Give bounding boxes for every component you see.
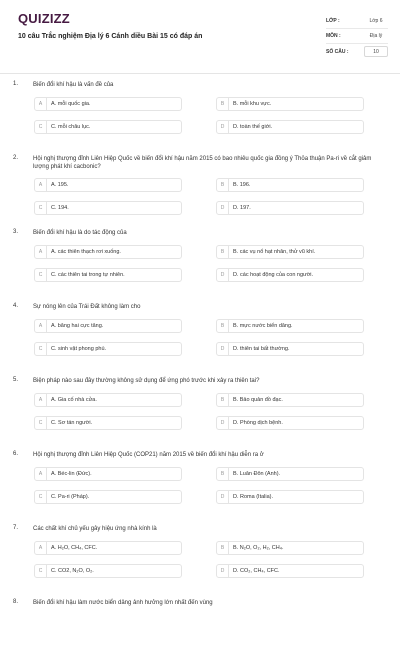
option-letter: B — [217, 394, 229, 406]
question-item — [0, 74, 400, 148]
option-text: D. các hoạt động của con người. — [233, 272, 314, 278]
question-item — [0, 296, 400, 370]
option-b[interactable] — [216, 541, 364, 555]
meta-value: Địa lý — [369, 33, 383, 39]
option-text: D. Roma (Italia). — [233, 494, 274, 500]
question-item — [0, 592, 400, 666]
option-a[interactable] — [34, 467, 182, 481]
option-text: A. Béc-lin (Đức). — [51, 471, 92, 477]
meta-key: LỚP : — [326, 18, 340, 24]
worksheet-meta — [326, 14, 388, 59]
option-d[interactable] — [216, 120, 364, 134]
option-letter: B — [217, 320, 229, 332]
option-letter: B — [217, 468, 229, 480]
option-b[interactable] — [216, 178, 364, 192]
option-text: D. CO₂, CH₄, CFC. — [233, 568, 280, 574]
option-d[interactable] — [216, 490, 364, 504]
option-a[interactable] — [34, 97, 182, 111]
meta-row-count — [326, 44, 388, 59]
option-text: B. mực nước biển dâng. — [233, 323, 293, 329]
question-text: Các chất khí chủ yếu gây hiệu ứng nhà kính là — [33, 526, 157, 532]
question-text: Biện pháp nào sau đây thường không sử dụng để ứng phó trước khi xảy ra thiên tai? — [33, 378, 260, 384]
question-item — [0, 148, 400, 222]
option-a[interactable] — [34, 541, 182, 555]
option-text: B. các vụ nổ hạt nhân, thử vũ khí. — [233, 249, 316, 255]
option-d[interactable] — [216, 416, 364, 430]
option-text: D. Phòng dịch bệnh. — [233, 420, 283, 426]
option-text: B. N₂O, O₂, H₂, CH₄. — [233, 545, 284, 551]
question-number: 6. — [13, 451, 19, 457]
question-number: 1. — [13, 81, 19, 87]
question-text: Biến đổi khí hậu là do tác động của — [33, 230, 127, 236]
option-c[interactable] — [34, 416, 182, 430]
option-a[interactable] — [34, 178, 182, 192]
question-text: Hội nghị thượng đỉnh Liên Hiệp Quốc về biến đổi khí hậu năm 2015 có bao nhiêu quốc gia đồng ý Thỏa thuận Pa-ri về cắt giảm lượng phát khí cacbonic? — [33, 156, 372, 170]
option-d[interactable] — [216, 201, 364, 215]
option-letter: A — [35, 246, 47, 258]
option-letter: D — [217, 269, 229, 281]
option-text: A. H₂O, CH₄, CFC. — [51, 545, 98, 551]
option-d[interactable] — [216, 342, 364, 356]
option-text: D. toàn thế giới. — [233, 124, 273, 130]
question-number: 7. — [13, 525, 19, 531]
option-letter: C — [35, 202, 47, 214]
option-letter: A — [35, 542, 47, 554]
option-a[interactable] — [34, 245, 182, 259]
option-c[interactable] — [34, 268, 182, 282]
option-letter: A — [35, 468, 47, 480]
option-a[interactable] — [34, 319, 182, 333]
option-letter: B — [217, 98, 229, 110]
option-b[interactable] — [216, 467, 364, 481]
question-list — [0, 74, 400, 666]
option-c[interactable] — [34, 201, 182, 215]
option-a[interactable] — [34, 393, 182, 407]
option-text: D. thiên tai bất thường. — [233, 346, 290, 352]
option-letter: B — [217, 246, 229, 258]
option-text: C. CO2, N₂O, O₂. — [51, 568, 94, 574]
option-text: C. mỗi châu lục. — [51, 124, 91, 130]
option-text: B. Bảo quản đồ đạc. — [233, 397, 283, 403]
option-letter: C — [35, 417, 47, 429]
option-letter: D — [217, 565, 229, 577]
option-text: A. mỗi quốc gia. — [51, 101, 91, 107]
question-number: 3. — [13, 229, 19, 235]
option-c[interactable] — [34, 120, 182, 134]
question-text: Biến đổi khí hậu là vấn đề của — [33, 82, 114, 88]
option-c[interactable] — [34, 342, 182, 356]
option-text: C. 194. — [51, 205, 69, 211]
option-letter: D — [217, 121, 229, 133]
option-letter: A — [35, 394, 47, 406]
worksheet-header — [0, 0, 400, 74]
question-item — [0, 370, 400, 444]
option-text: A. băng hai cực tăng. — [51, 323, 104, 329]
option-text: A. 195. — [51, 182, 69, 188]
option-d[interactable] — [216, 564, 364, 578]
option-text: D. 197. — [233, 205, 251, 211]
option-letter: B — [217, 179, 229, 191]
option-letter: B — [217, 542, 229, 554]
option-letter: C — [35, 565, 47, 577]
page-title: 10 câu Trắc nghiệm Địa lý 6 Cánh diều Bài 15 có đáp án — [18, 33, 203, 40]
option-letter: D — [217, 417, 229, 429]
meta-value: 10 — [364, 46, 388, 57]
question-item — [0, 222, 400, 296]
meta-key: MÔN : — [326, 33, 341, 39]
option-text: B. mỗi khu vực. — [233, 101, 272, 107]
option-text: C. các thiên tai trong tự nhiên. — [51, 272, 125, 278]
option-letter: C — [35, 491, 47, 503]
option-text: C. Sơ tán người. — [51, 420, 93, 426]
question-item — [0, 444, 400, 518]
option-d[interactable] — [216, 268, 364, 282]
meta-row-subject — [326, 29, 388, 44]
question-number: 4. — [13, 303, 19, 309]
question-number: 8. — [13, 599, 19, 605]
question-text: Sự nóng lên của Trái Đất không làm cho — [33, 304, 141, 310]
option-letter: D — [217, 343, 229, 355]
meta-row-class — [326, 14, 388, 29]
option-c[interactable] — [34, 564, 182, 578]
option-letter: D — [217, 202, 229, 214]
option-letter: C — [35, 343, 47, 355]
option-letter: C — [35, 121, 47, 133]
meta-key: SỐ CÂU : — [326, 48, 349, 55]
meta-value: Lớp 6 — [369, 18, 383, 24]
question-text: Biến đổi khí hậu làm nước biển dâng ảnh hưởng lớn nhất đến vùng — [33, 600, 213, 606]
option-letter: A — [35, 320, 47, 332]
quizizz-logo[interactable]: QUIZIZZ — [18, 11, 70, 26]
option-b[interactable] — [216, 393, 364, 407]
option-text: B. 196. — [233, 182, 251, 188]
option-text: B. Luân Đôn (Anh). — [233, 471, 281, 477]
question-number: 2. — [13, 155, 19, 161]
option-text: C. sinh vật phong phú. — [51, 346, 107, 352]
option-c[interactable] — [34, 490, 182, 504]
option-letter: D — [217, 491, 229, 503]
option-letter: C — [35, 269, 47, 281]
option-letter: A — [35, 179, 47, 191]
option-text: A. các thiên thạch rơi xuống. — [51, 249, 121, 255]
option-text: A. Gia cố nhà cửa. — [51, 397, 97, 403]
question-item — [0, 518, 400, 592]
option-b[interactable] — [216, 97, 364, 111]
question-text: Hội nghị thượng đỉnh Liên Hiệp Quốc (COP21) năm 2015 về biến đổi khí hậu diễn ra ở — [33, 452, 264, 458]
option-b[interactable] — [216, 319, 364, 333]
option-letter: A — [35, 98, 47, 110]
question-number: 5. — [13, 377, 19, 383]
option-b[interactable] — [216, 245, 364, 259]
option-text: C. Pa-ri (Pháp). — [51, 494, 90, 500]
